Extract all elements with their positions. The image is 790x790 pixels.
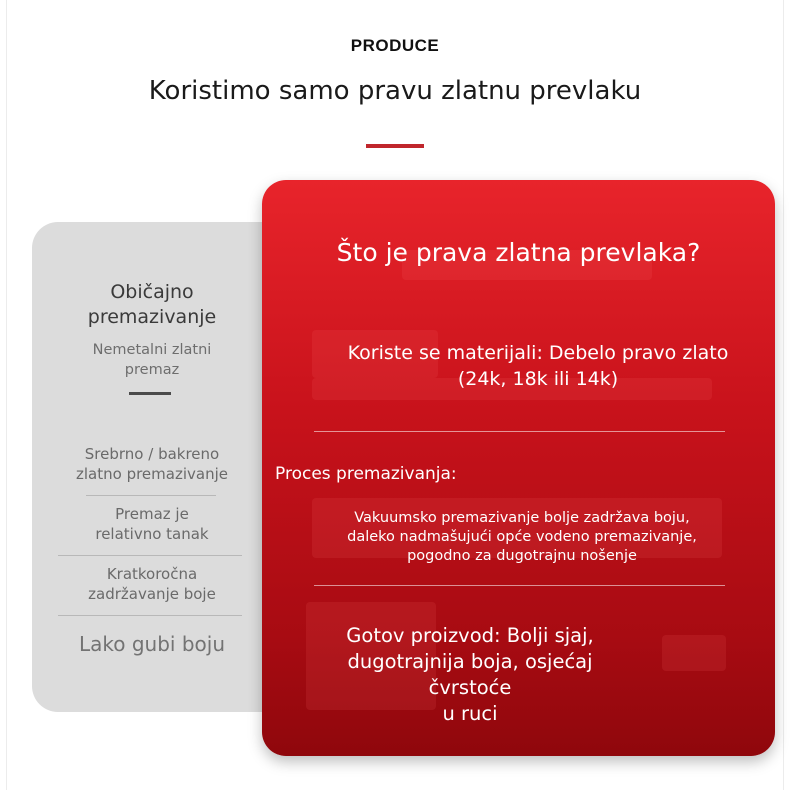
- process-line: daleko nadmašujući opće vodeno premazivanje,: [347, 529, 697, 545]
- process-description: [312, 509, 732, 566]
- ordinary-coating-dash: [129, 392, 171, 395]
- ordinary-item-line: Lako gubi boju: [78, 632, 225, 656]
- ordinary-item-line: Srebrno / bakreno: [84, 445, 220, 463]
- materials-line: (24k, 18k ili 14k): [457, 368, 619, 390]
- ordinary-item-line: zlatno premazivanje: [76, 465, 228, 483]
- real-gold-coating-card: [262, 180, 775, 756]
- section-eyebrow: PRODUCE: [350, 36, 440, 55]
- process-line: Vakuumsko premazivanje bolje zadržava boju,: [354, 510, 690, 526]
- ordinary-item-line: relativno tanak: [95, 525, 209, 543]
- accent-divider: [366, 144, 424, 148]
- real-gold-divider: [314, 585, 725, 586]
- final-product-line: u ruci: [442, 702, 498, 725]
- ordinary-coating-subtitle: [32, 340, 272, 380]
- final-product-line: Gotov proizvod: Bolji sjaj,: [346, 624, 594, 647]
- ordinary-item-line: zadržavanje boje: [88, 585, 216, 603]
- process-line: pogodno za dugotrajnu nošenje: [407, 548, 637, 564]
- ordinary-coating-title-line: Običajno: [110, 281, 194, 303]
- real-gold-title: Što je prava zlatna prevlaka?: [336, 238, 701, 267]
- ordinary-item: [32, 564, 272, 604]
- ordinary-item: [32, 444, 272, 484]
- process-label: Proces premazivanja:: [275, 464, 457, 484]
- real-gold-divider: [314, 431, 725, 432]
- final-product-line: dugotrajnija boja, osjećaj čvrstoće: [347, 650, 593, 699]
- ordinary-item-line: Premaz je: [115, 505, 189, 523]
- materials-text: [262, 340, 775, 392]
- ordinary-coating-subtitle-line: premaz: [124, 362, 180, 378]
- ordinary-item-divider: [58, 555, 242, 556]
- ordinary-coating-subtitle-line: Nemetalni zlatni: [92, 342, 212, 358]
- ordinary-item-divider: [86, 495, 216, 496]
- frame-line-right: [783, 0, 784, 790]
- ordinary-coating-title-line: premazivanje: [87, 306, 217, 328]
- ordinary-item-line: Kratkoročna: [106, 565, 198, 583]
- ordinary-item-divider: [58, 615, 242, 616]
- background-glow: [662, 635, 726, 671]
- ordinary-coating-title: [32, 280, 272, 330]
- ordinary-item: [32, 504, 272, 544]
- ordinary-item: [32, 631, 272, 657]
- frame-line-left: [6, 0, 7, 790]
- page-headline: Koristimo samo pravu zlatnu prevlaku: [148, 76, 642, 106]
- final-product-text: [310, 623, 630, 727]
- materials-line: Koriste se materijali: Debelo pravo zlato: [347, 342, 729, 364]
